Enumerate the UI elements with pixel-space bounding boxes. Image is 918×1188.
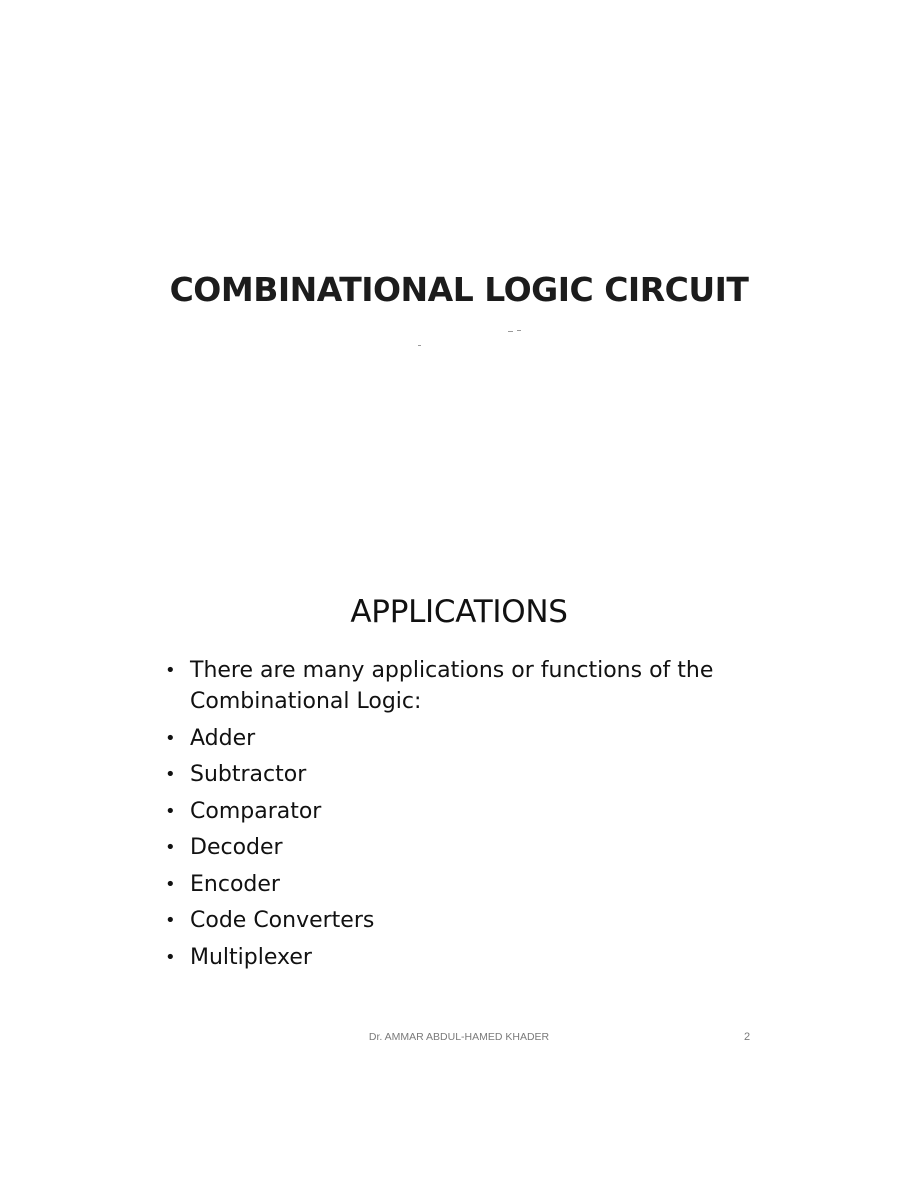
list-item [163, 869, 763, 900]
list-item [163, 796, 763, 827]
list-item [163, 832, 763, 863]
section-heading: APPLICATIONS [350, 594, 568, 630]
bullet-icon: • [165, 764, 176, 785]
applications-list [163, 655, 763, 978]
scan-artifact [418, 345, 421, 346]
list-item-text: Multiplexer [190, 944, 312, 970]
list-item [163, 723, 763, 754]
list-item [163, 759, 763, 790]
list-item-text: Adder [190, 725, 256, 751]
list-item-text: Decoder [190, 835, 283, 860]
bullet-icon: • [165, 946, 176, 968]
footer-author: Dr. AMMAR ABDUL-HAMED KHADER [368, 1031, 550, 1043]
list-item-text: Subtractor [190, 762, 307, 787]
bullet-icon: • [165, 727, 176, 749]
bullet-icon: • [165, 837, 176, 858]
scan-artifact [508, 331, 513, 332]
list-item-text: There are many applications or functions of the Combinational Logic: [190, 658, 714, 714]
list-item-text: Comparator [190, 798, 322, 824]
list-item [163, 905, 763, 936]
list-item [163, 942, 763, 973]
page-number: 2 [744, 1031, 751, 1043]
bullet-icon: • [165, 660, 176, 681]
list-item [163, 655, 763, 717]
scan-artifact [517, 330, 521, 331]
bullet-icon: • [165, 910, 176, 931]
list-item-text: Code Converters [190, 908, 375, 933]
bullet-icon: • [165, 800, 176, 822]
slide-title: COMBINATIONAL LOGIC CIRCUIT [169, 270, 749, 309]
list-item-text: Encoder [190, 871, 280, 897]
bullet-icon: • [165, 873, 176, 895]
